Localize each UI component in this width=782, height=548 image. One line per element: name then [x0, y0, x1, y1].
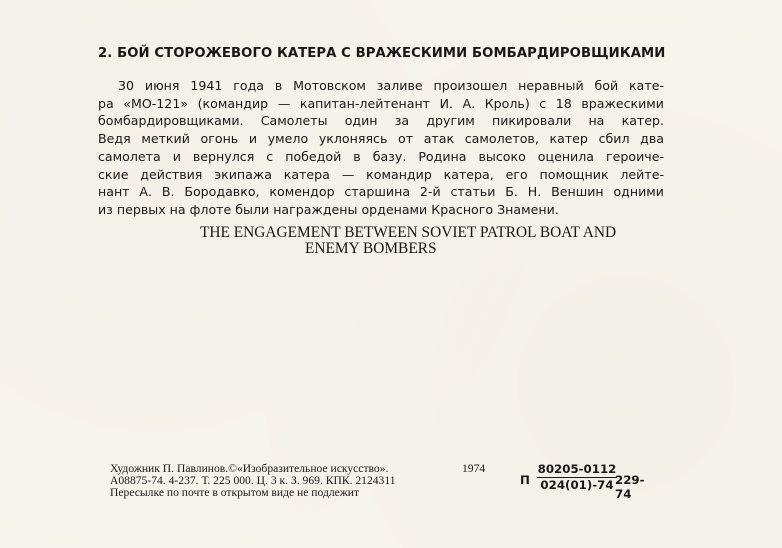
- caption-body: [98, 77, 664, 219]
- imprint-artist-line: Художник П. Павлинов.©«Изобразительное искусство».: [110, 462, 389, 475]
- english-title: [200, 225, 720, 256]
- body-line: 30 июня 1941 года в Мотовском заливе произошел неравный бой кате-: [118, 78, 664, 93]
- code-prefix: П: [520, 473, 530, 487]
- imprint-year: 1974: [462, 462, 486, 475]
- imprint-postal-note: Пересылке по почте в открытом виде не подлежит: [110, 486, 360, 500]
- code-numerator: 80205-0112: [537, 462, 617, 476]
- body-line: из первых на флоте были награждены орденами Красного Знамени.: [98, 201, 559, 217]
- code-denominator: 024(01)-74: [540, 478, 614, 492]
- code-suffix: 229-74: [615, 473, 645, 501]
- body-line: нант А. В. Бородавко, комендор старшина 2-й статьи Б. Н. Веншин одними: [98, 184, 664, 200]
- body-line: Ведя меткий огонь и умело уклоняясь от атак самолетов, катер сбил два: [98, 131, 664, 147]
- body-line: ра «МО-121» (командир — капитан-лейтенант И. А. Кроль) с 18 вражескими: [98, 95, 664, 111]
- english-title-line: ENEMY BOMBERS: [305, 239, 437, 257]
- publisher-imprint: [110, 463, 530, 500]
- body-line: ские действия экипажа катера — командир катера, его помощник лейте-: [98, 166, 664, 182]
- code-fraction: [537, 462, 617, 492]
- caption-title: 2. БОЙ СТОРОЖЕВОГО КАТЕРА С ВРАЖЕСКИМИ БОМБАРДИРОВЩИКАМИ: [98, 46, 666, 61]
- body-line: бомбардировщиками. Самолеты один за другим пикировали на катер.: [98, 113, 664, 129]
- english-title-line: THE ENGAGEMENT BETWEEN SOVIET PATROL BOAT AND: [200, 224, 617, 241]
- body-line: самолета и вернулся с победой в базу. Родина высоко оценила героиче-: [98, 148, 664, 164]
- imprint-print-line: А08875-74. 4-237. Т. 225 000. Ц. 3 к. З. 969. КПК. 2124311: [110, 474, 396, 488]
